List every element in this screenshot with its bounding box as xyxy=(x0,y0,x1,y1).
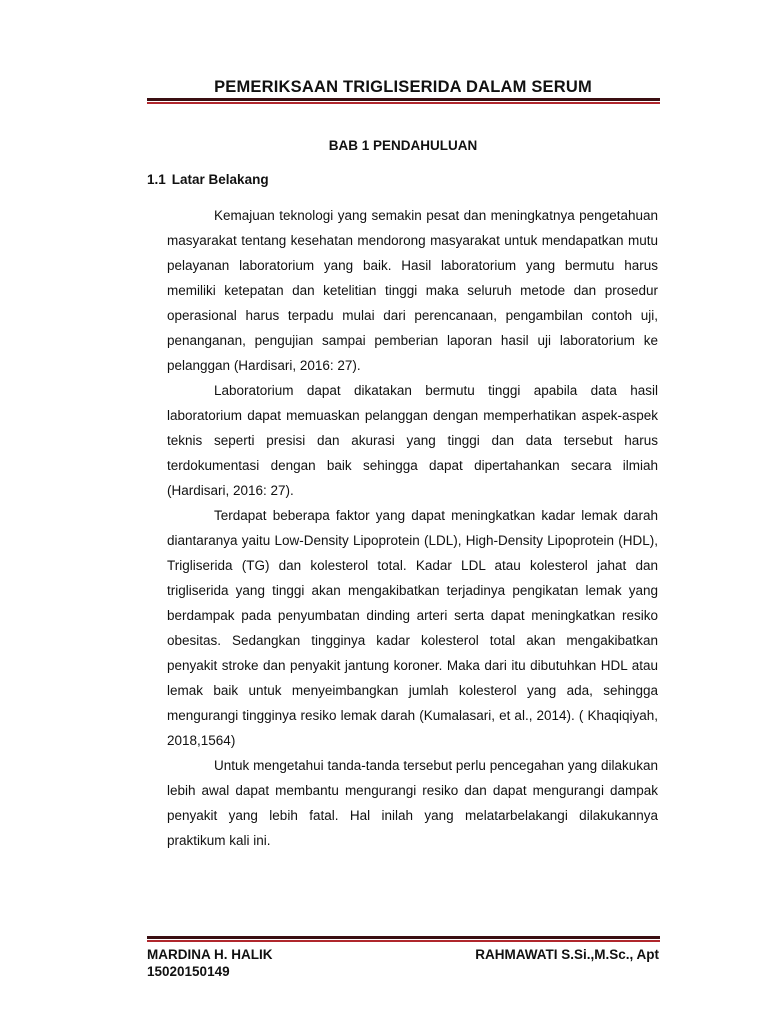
author-name: MARDINA H. HALIK xyxy=(147,947,273,962)
header-rule xyxy=(147,98,660,104)
body-text xyxy=(167,203,658,853)
footer-rule xyxy=(147,936,660,942)
paragraph: Laboratorium dapat dikatakan bermutu tinggi apabila data hasil laboratorium dapat memuaskan pelanggan dengan memperhatikan aspek-aspek teknis seperti presisi dan akurasi yang tinggi dan data tersebut harus terdokumentasi dengan baik sehingga dapat dipertahankan secara ilmiah (Hardisari, 2016: 27). xyxy=(167,383,658,498)
paragraph: Terdapat beberapa faktor yang dapat meningkatkan kadar lemak darah diantaranya yaitu Low-Density Lipoprotein (LDL), High-Density Lipoprotein (HDL), Trigliserida (TG) dan kolesterol total. Kadar LDL atau kolesterol jahat dan trigliserida yang tinggi akan mengakibatkan terjadinya pengikatan lemak yang berdampak pada penyumbatan dinding arteri serta dapat meningkatkan resiko obesitas. Sedangkan tingginya kadar kolesterol total akan mengakibatkan penyakit stroke dan penyakit jantung koroner. Maka dari itu dibutuhkan HDL atau lemak baik untuk menyeimbangkan jumlah kolesterol yang ada, sehingga mengurangi tingginya resiko lemak darah (Kumalasari, et al., 2014). ( Khaqiqiyah, 2018,1564) xyxy=(167,508,658,748)
author-id: 15020150149 xyxy=(147,964,230,979)
section-number: 1.1 xyxy=(147,172,166,187)
section-title: Latar Belakang xyxy=(171,172,269,187)
section-heading xyxy=(147,172,269,187)
paragraph: Untuk mengetahui tanda-tanda tersebut perlu pencegahan yang dilakukan lebih awal dapat membantu mengurangi resiko dan dapat mengurangi dampak penyakit yang lebih fatal. Hal inilah yang melatarbelakangi dilakukannya praktikum kali ini. xyxy=(167,758,658,848)
footer-supervisor: RAHMAWATI S.Si.,M.Sc., Apt xyxy=(475,947,659,962)
paragraph: Kemajuan teknologi yang semakin pesat dan meningkatnya pengetahuan masyarakat tentang kesehatan mendorong masyarakat untuk mendapatkan mutu pelayanan laboratorium yang baik. Hasil laboratorium yang bermutu harus memiliki ketepatan dan ketelitian tinggi maka seluruh metode dan prosedur operasional harus terpadu mulai dari perencanaan, pengambilan contoh uji, penanganan, pengujian sampai pemberian laporan hasil uji laboratorium ke pelanggan (Hardisari, 2016: 27). xyxy=(167,208,658,373)
footer-author xyxy=(147,946,273,980)
chapter-title: BAB 1 PENDAHULUAN xyxy=(328,138,478,153)
header-title: PEMERIKSAAN TRIGLISERIDA DALAM SERUM xyxy=(214,78,592,96)
